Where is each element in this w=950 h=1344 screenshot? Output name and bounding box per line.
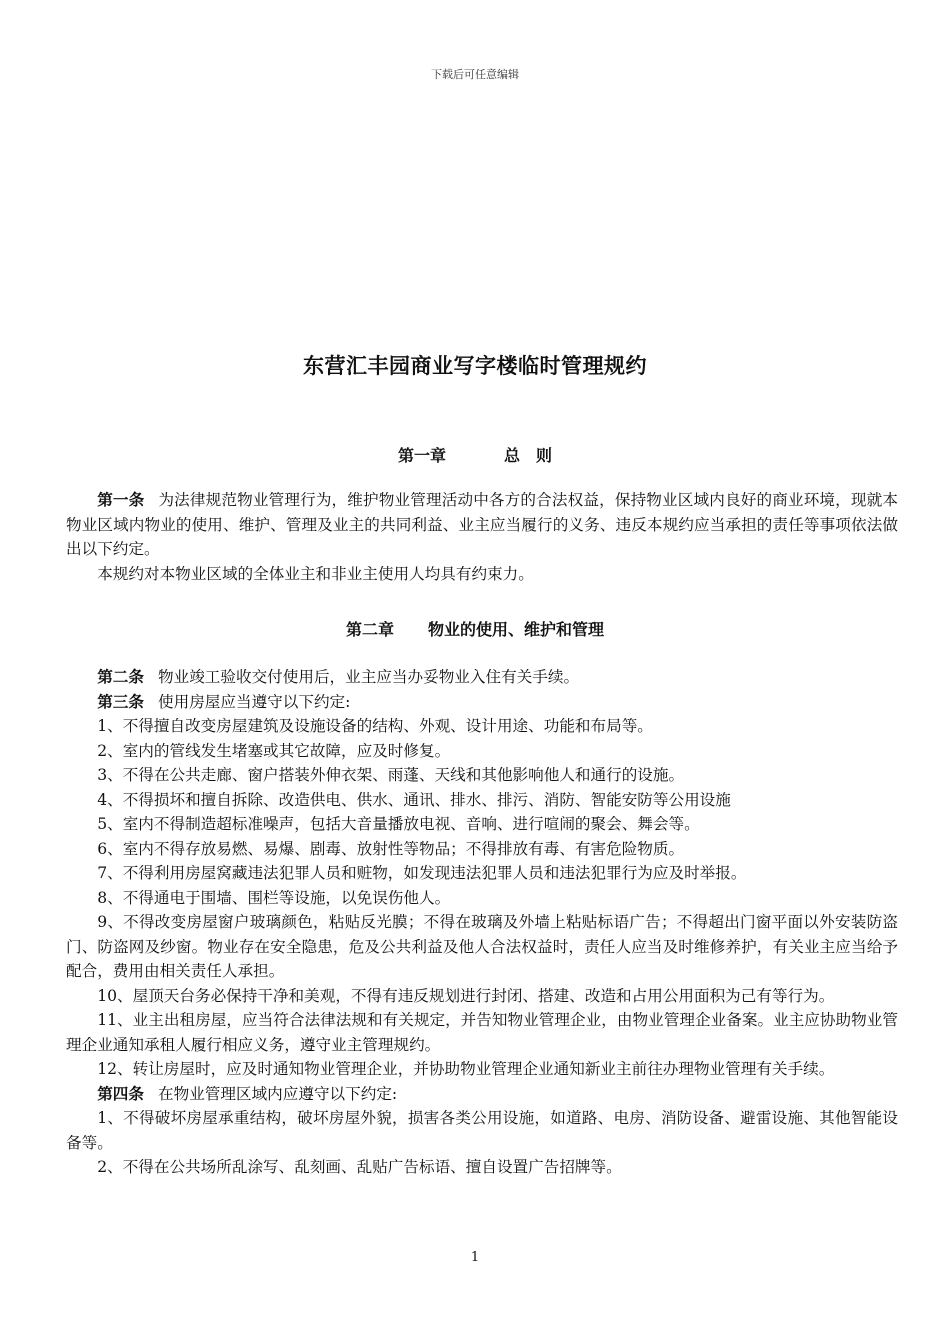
chapter-name: 总 则 <box>504 446 553 465</box>
paragraph-text: 3、不得在公共走廊、窗户搭装外伸衣架、雨蓬、天线和其他影响他人和通行的设施。 <box>97 766 685 784</box>
paragraph <box>66 812 898 837</box>
header-note: 下载后可任意编辑 <box>431 68 519 81</box>
paragraph-text: 1、不得擅自改变房屋建筑及设施设备的结构、外观、设计用途、功能和布局等。 <box>97 717 653 735</box>
paragraph <box>66 1008 898 1057</box>
paragraph <box>66 1057 898 1082</box>
paragraph-text: 4、不得损坏和擅自拆除、改造供电、供水、通讯、排水、排污、消防、智能安防等公用设施 <box>97 790 731 809</box>
chapter-number: 第一章 <box>397 446 446 465</box>
paragraph-text: 6、室内不得存放易燃、易爆、剧毒、放射性等物品；不得排放有毒、有害危险物质。 <box>97 839 685 858</box>
page-number: 1 <box>470 1250 480 1265</box>
paragraph <box>66 1155 898 1180</box>
chapter-heading-1 <box>0 443 950 466</box>
paragraph-text: 8、不得通电于围墙、围栏等设施，以免误伤他人。 <box>97 888 451 907</box>
paragraph-text: 物业竣工验收交付使用后，业主应当办妥物业入住有关手续。 <box>158 668 580 686</box>
paragraph <box>66 690 898 715</box>
paragraph-text: 2、不得在公共场所乱涂写、乱刻画、乱贴广告标语、擅自设置广告招牌等。 <box>97 1158 622 1176</box>
paragraph-text: 11、业主出租房屋，应当符合法律法规和有关规定，并告知物业管理企业，由物业管理企业备案。业主应协助物业管理企业通知承租人履行相应义务，遵守业主管理规约。 <box>66 1011 898 1054</box>
paragraph-text: 12、转让房屋时，应及时通知物业管理企业，并协助物业管理企业通知新业主前往办理物业管理有关手续。 <box>97 1060 835 1078</box>
chapter-name: 物业的使用、维护和管理 <box>428 620 605 639</box>
paragraph <box>66 739 898 764</box>
paragraph <box>66 861 898 886</box>
paragraph <box>66 910 898 984</box>
chapter-1-body <box>66 488 898 586</box>
paragraph <box>66 1082 898 1107</box>
paragraph <box>66 562 898 587</box>
document-title: 东营汇丰园商业写字楼临时管理规约 <box>303 354 647 378</box>
paragraph <box>66 788 898 813</box>
paragraph-text: 7、不得利用房屋窝藏违法犯罪人员和赃物，如发现违法犯罪人员和违法犯罪行为应及时举报。 <box>97 864 747 882</box>
paragraph-text: 2、室内的管线发生堵塞或其它故障，应及时修复。 <box>97 741 451 760</box>
article-number: 第三条 <box>97 691 144 711</box>
paragraph-text: 1、不得破坏房屋承重结构，破坏房屋外貌，损害各类公用设施，如道路、电房、消防设备、避雷设施、其他智能设备等。 <box>66 1109 898 1152</box>
chapter-number: 第二章 <box>345 620 394 639</box>
paragraph-text: 10、屋顶天台务必保持干净和美观，不得有违反规划进行封闭、搭建、改造和占用公用面积为己有等行为。 <box>97 986 835 1005</box>
paragraph-text: 使用房屋应当遵守以下约定: <box>158 692 351 711</box>
paragraph <box>66 837 898 862</box>
paragraph-text: 9、不得改变房屋窗户玻璃颜色，粘贴反光膜；不得在玻璃及外墙上粘贴标语广告；不得超出门窗平面以外安装防盗门、防盗网及纱窗。物业存在安全隐患，危及公共利益及他人合法权益时，责任人应当及时维修养护，有关业主应当给予配合，费用由相关责任人承担。 <box>66 913 898 980</box>
paragraph <box>66 763 898 788</box>
paragraph-text: 5、室内不得制造超标准噪声，包括大音量播放电视、音响、进行喧闹的聚会、舞会等。 <box>97 815 700 833</box>
article-number: 第一条 <box>97 490 145 509</box>
paragraph-text: 为法律规范物业管理行为，维护物业管理活动中各方的合法权益，保持物业区域内良好的商业环境，现就本物业区域内物业的使用、维护、管理及业主的共同利益、业主应当履行的义务、违反本规约应当承担的责任等事项依法做出以下约定。 <box>66 491 898 558</box>
chapter-2-body <box>66 665 898 1180</box>
paragraph <box>66 714 898 739</box>
paragraph <box>66 665 898 690</box>
article-number: 第二条 <box>97 667 144 686</box>
paragraph-text: 本规约对本物业区域的全体业主和非业主使用人均具有约束力。 <box>97 564 534 583</box>
chapter-heading-2 <box>0 617 950 640</box>
paragraph <box>66 984 898 1009</box>
paragraph <box>66 886 898 911</box>
paragraph <box>66 488 898 562</box>
article-number: 第四条 <box>97 1083 144 1103</box>
paragraph <box>66 1106 898 1155</box>
paragraph-text: 在物业管理区域内应遵守以下约定: <box>158 1084 398 1103</box>
